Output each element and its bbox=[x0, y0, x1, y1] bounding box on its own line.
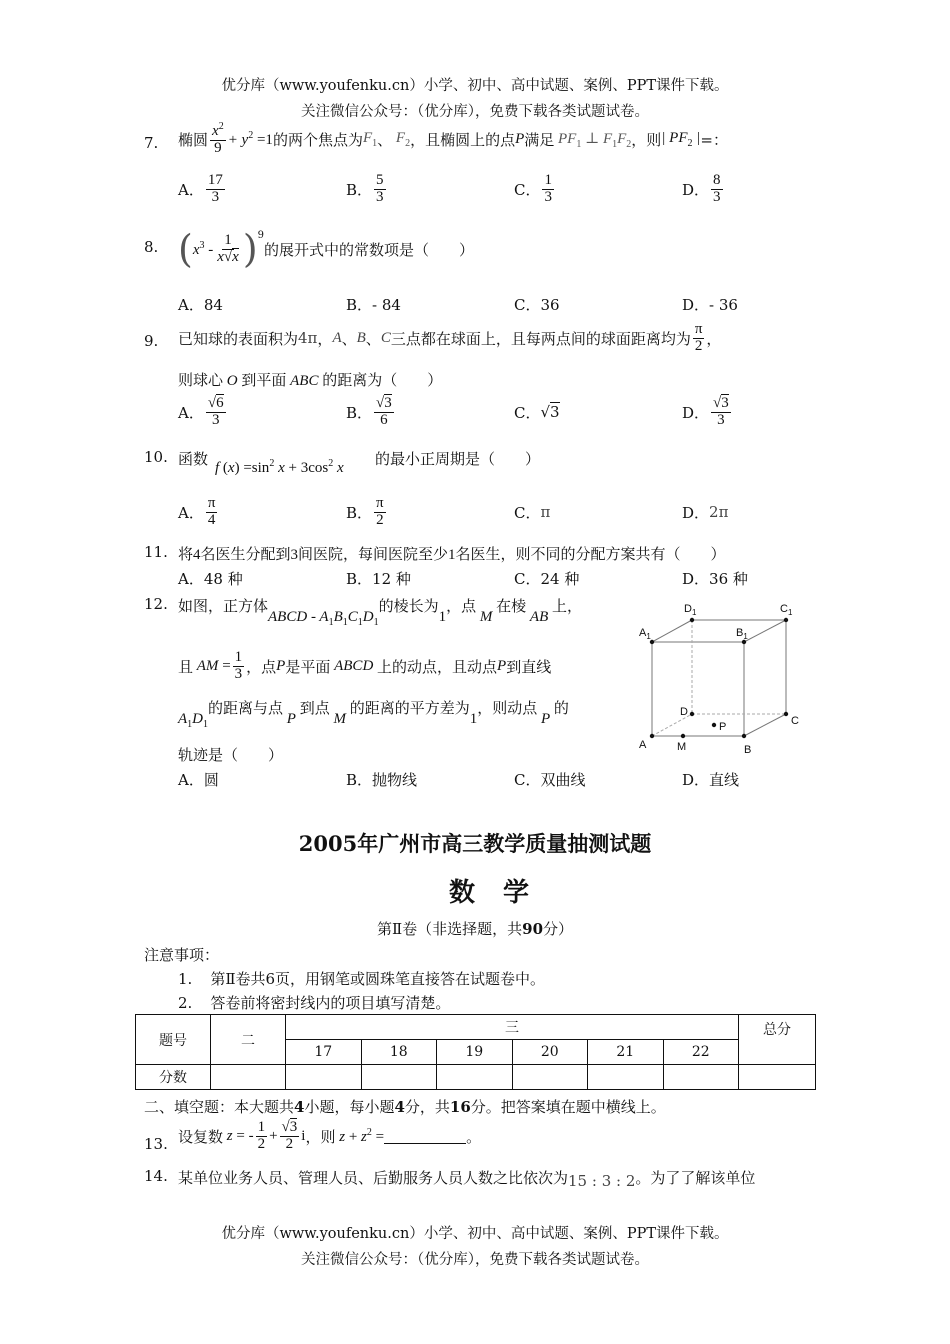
label-d: D bbox=[680, 706, 688, 718]
vertex-d bbox=[690, 712, 694, 716]
q8-options bbox=[178, 294, 798, 315]
q13-number: 13. bbox=[144, 1135, 168, 1153]
q7-options bbox=[178, 173, 798, 206]
q12-number: 12. bbox=[144, 595, 168, 613]
q8-option-d: D．- 36 bbox=[682, 296, 738, 314]
score-cell[interactable] bbox=[512, 1065, 588, 1090]
cube-figure bbox=[630, 598, 810, 760]
header-line-2: 关注微信公众号：（优分库），免费下载各类试题试卷。 bbox=[301, 104, 649, 120]
q7-text-2: 的两个焦点为 bbox=[272, 130, 363, 149]
label-d1: $D_1$ bbox=[684, 603, 697, 617]
q10-text-2: 的最小正周期是（ ） bbox=[375, 450, 541, 468]
q11-option-c: C．24 种 bbox=[514, 570, 580, 588]
q7-text-5: 满足 bbox=[524, 130, 555, 149]
th-18: 18 bbox=[361, 1040, 437, 1065]
q8-frac: $\frac{1}{x√x}$ bbox=[217, 231, 239, 265]
th-22: 22 bbox=[663, 1040, 739, 1065]
q7-text-1: 椭圆 bbox=[178, 130, 209, 149]
footer-line-1: 优分库（www.youfenku.cn）小学、初中、高中试题、案例、PPT课件下载。 bbox=[221, 1226, 729, 1242]
q12-options bbox=[178, 769, 798, 790]
th-section-3: 三 bbox=[286, 1015, 739, 1040]
header-line-1: 优分库（www.youfenku.cn）小学、初中、高中试题、案例、PPT课件下载。 bbox=[221, 78, 729, 94]
vertex-c bbox=[784, 712, 788, 716]
q7-frac: $\frac{x^2}{9}$ bbox=[212, 121, 224, 156]
q8-option-b: B．- 84 bbox=[346, 296, 401, 314]
th-question: 题号 bbox=[136, 1015, 211, 1065]
q10-option-c: C． π bbox=[514, 503, 551, 522]
exam-title: 2005年广州市高三教学质量抽测试题 bbox=[298, 831, 652, 856]
q7-text-6: ，则 bbox=[631, 130, 662, 149]
q14-number: 14. bbox=[144, 1167, 168, 1185]
q12-line4: 轨迹是（ ） bbox=[178, 746, 284, 764]
q9-line2: 则球心 O 到平面 ABC 的距离为（ ） bbox=[178, 371, 443, 389]
q7-option-b: B． $\frac{5}{3}$ bbox=[346, 172, 384, 205]
vertex-a bbox=[650, 734, 654, 738]
score-table bbox=[135, 1014, 816, 1090]
q10-number: 10. bbox=[144, 448, 168, 466]
q12-line3: $A_1D_1$的距离与点 P 到点 M 的距离的平方差为1，则动点 P 的 bbox=[178, 699, 569, 730]
q10-option-a: A． $\frac{\pi}{4}$ bbox=[178, 495, 216, 528]
th-20: 20 bbox=[512, 1040, 588, 1065]
q11-option-d: D．36 种 bbox=[682, 570, 748, 588]
q12-option-c: C．双曲线 bbox=[514, 771, 586, 789]
q12-option-a: A．圆 bbox=[178, 771, 219, 789]
score-cell[interactable] bbox=[361, 1065, 437, 1090]
th-17: 17 bbox=[286, 1040, 362, 1065]
note-2: 2. 答卷前将密封线内的项目填写清楚。 bbox=[178, 994, 451, 1012]
q11-option-b: B．12 种 bbox=[346, 570, 411, 588]
subject-title: 数学 bbox=[448, 878, 557, 908]
q9-stem: 已知球的表面积为 4π ， A 、 B 、 C 三点都在球面上，且每两点间的球面距离均为 $\frac{\pi}{2}$ ， bbox=[178, 321, 722, 354]
th-21: 21 bbox=[588, 1040, 664, 1065]
q11-options bbox=[178, 568, 798, 589]
q9-option-b: B． $\frac{√3}{6}$ bbox=[346, 395, 392, 428]
q9-option-c: C． √3 bbox=[514, 403, 560, 422]
q7-text-4: ，且椭圆上的点 bbox=[410, 130, 516, 149]
score-cell[interactable] bbox=[437, 1065, 513, 1090]
q7-text-3: 、 bbox=[377, 130, 393, 149]
score-cell[interactable] bbox=[588, 1065, 664, 1090]
score-cell[interactable] bbox=[286, 1065, 362, 1090]
q14-stem: 某单位业务人员、管理人员、后勤服务人员人数之比依次为15 : 3 : 2。为了了解该单位 bbox=[178, 1169, 756, 1190]
row-score-label: 分数 bbox=[136, 1065, 211, 1090]
q10-stem: 函数 bbox=[178, 450, 209, 468]
q10-formula: f $(x) =\sin^2$ $x + 3\cos^2$ x bbox=[215, 458, 344, 476]
th-19: 19 bbox=[437, 1040, 513, 1065]
footer-line-2: 关注微信公众号：（优分库），免费下载各类试题试卷。 bbox=[301, 1252, 649, 1268]
q7-text-7: =： bbox=[700, 130, 728, 149]
q9-option-a: A． $\frac{√6}{3}$ bbox=[178, 395, 224, 428]
label-a: A bbox=[639, 739, 647, 751]
point-p bbox=[712, 723, 716, 727]
q11-option-a: A．48 种 bbox=[178, 570, 243, 588]
part-title: 第Ⅱ卷（非选择题，共90分） bbox=[376, 920, 574, 938]
score-cell[interactable] bbox=[739, 1065, 816, 1090]
q10-option-b: B． $\frac{\pi}{2}$ bbox=[346, 495, 384, 528]
label-c: C bbox=[791, 715, 799, 727]
q8-number: 8. bbox=[144, 238, 159, 256]
q8-option-c: C．36 bbox=[514, 296, 560, 314]
th-total: 总分 bbox=[739, 1015, 816, 1065]
point-m bbox=[681, 734, 685, 738]
vertex-d1 bbox=[690, 618, 694, 622]
q7-option-a: A． $\frac{17}{3}$ bbox=[178, 172, 223, 205]
q7-option-d: D． $\frac{8}{3}$ bbox=[682, 172, 721, 205]
q11-stem: 将4名医生分配到3间医院，每间医院至少1名医生，则不同的分配方案共有（ ） bbox=[178, 545, 726, 563]
label-c1: $C_1$ bbox=[780, 603, 793, 617]
label-m: M bbox=[677, 741, 687, 753]
q10-options bbox=[178, 496, 798, 529]
q9-area: 4π bbox=[298, 329, 318, 348]
q12-line2: 且 AM = $\frac{1}{3}$ ，点 P 是平面 ABCD 上的动点，且动点 P 到直线 bbox=[178, 649, 552, 682]
q8-stem: ( $x^3$ - $\frac{1}{x√x}$ ) $^9$ 的展开式中的常数项是（ ） bbox=[178, 227, 475, 271]
section2-heading: 二、填空题：本大题共4小题，每小题4分，共16分。把答案填在题中横线上。 bbox=[144, 1098, 666, 1116]
q12-option-d: D．直线 bbox=[682, 771, 740, 789]
vertex-c1 bbox=[784, 618, 788, 622]
q11-number: 11. bbox=[144, 543, 168, 561]
q9-options bbox=[178, 396, 798, 429]
q9-option-d: D． $\frac{√3}{3}$ bbox=[682, 395, 729, 428]
score-cell[interactable] bbox=[211, 1065, 286, 1090]
th-section-2: 二 bbox=[211, 1015, 286, 1065]
q13-stem: 设复数 z = - $\frac{1}{2}$ + $\frac{√3}{2}$ i ，则 $z + z^2$ = 。 bbox=[178, 1119, 482, 1152]
vertex-b bbox=[742, 734, 746, 738]
q8-option-a: A．84 bbox=[178, 296, 223, 314]
notes-heading: 注意事项： bbox=[144, 946, 220, 964]
label-b: B bbox=[744, 744, 752, 756]
q7-stem: 椭圆 $\frac{x^2}{9}$ + $y^2 =1$ 的两个焦点为 $F_1$ 、 $F_2$ ，且椭圆上的点 P 满足 $PF_1$ ⊥ $F_1F_2$ ，则 | $PF_2$ | =： bbox=[178, 121, 728, 156]
label-a1: $A_1$ bbox=[639, 627, 651, 641]
q7-number: 7. bbox=[144, 134, 159, 152]
q12-line1: 如图，正方体ABCD - $A_1B_1C_1D_1$的棱长为1，点 M 在棱 AB 上， bbox=[178, 597, 583, 628]
label-p: P bbox=[719, 721, 727, 733]
q7-option-c: C． $\frac{1}{3}$ bbox=[514, 172, 552, 205]
q12-option-b: B．抛物线 bbox=[346, 771, 418, 789]
score-cell[interactable] bbox=[663, 1065, 739, 1090]
q13-answer-blank[interactable] bbox=[384, 1129, 466, 1144]
q8-text: 的展开式中的常数项是（ ） bbox=[264, 240, 475, 259]
label-b1: $B_1$ bbox=[736, 627, 748, 641]
note-1: 1. 第Ⅱ卷共6页，用钢笔或圆珠笔直接答在试题卷中。 bbox=[178, 970, 546, 988]
q9-number: 9. bbox=[144, 332, 159, 350]
q10-option-d: D． 2π bbox=[682, 503, 729, 522]
